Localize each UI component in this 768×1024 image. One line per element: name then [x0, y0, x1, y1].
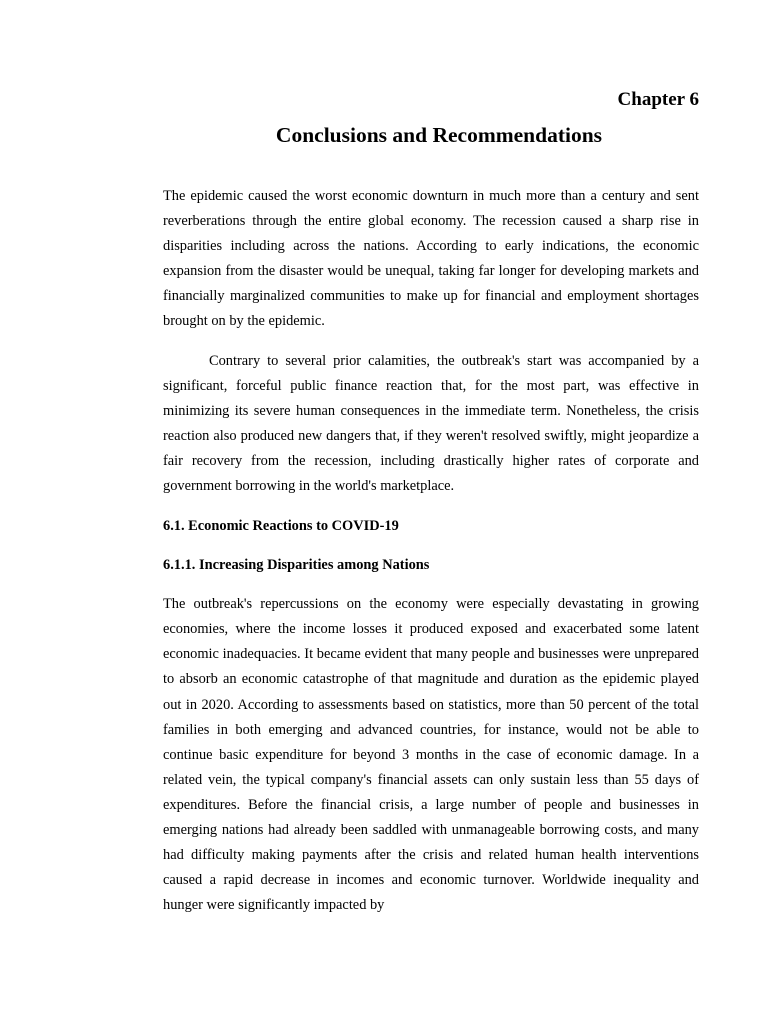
chapter-title: Conclusions and Recommendations	[275, 123, 603, 147]
document-page	[163, 88, 699, 918]
chapter-label: Chapter 6	[617, 89, 699, 110]
section-heading: 6.1. Economic Reactions to COVID-19	[163, 518, 399, 535]
body-paragraph: The outbreak's repercussions on the economy were especially devastating in growing economies, where the income losses it produced exposed and exacerbated some latent economic inadequacies. It became evident that many people and businesses were unprepared to absorb an economic catastrophe of that magnitude and duration as the epidemic played out in 2020. According to assessments based on statistics, more than 50 percent of the total families in both emerging and advanced countries, for instance, would not be able to continue basic expenditure for beyond 3 months in the case of economic damage. In a related vein, the typical company's financial assets can only sustain less than 55 days of expenditures. Before the financial crisis, a large number of people and businesses in emerging nations had already been saddled with unmanageable borrowing costs, and many had difficulty making payments after the crisis and related human health interventions caused a rapid decrease in incomes and economic turnover. Worldwide inequality and hunger were significantly impacted by	[163, 596, 699, 914]
body-paragraph: Contrary to several prior calamities, the outbreak's start was accompanied by a significant, forceful public finance reaction that, for the most part, was effective in minimizing its severe human consequences in the immediate term. Nonetheless, the crisis reaction also produced new dangers that, if they weren't resolved swiftly, might jeopardize a fair recovery from the recession, including drastically higher rates of corporate and government borrowing in the world's marketplace.	[163, 352, 699, 495]
subsection-heading: 6.1.1. Increasing Disparities among Nations	[163, 557, 430, 574]
body-paragraph: The epidemic caused the worst economic downturn in much more than a century and sent reverberations through the entire global economy. The recession caused a sharp rise in disparities including across the nations. According to early indications, the economic expansion from the disaster would be unequal, taking far longer for developing markets and financially marginalized communities to make up for financial and employment shortages brought on by the epidemic.	[163, 188, 699, 330]
